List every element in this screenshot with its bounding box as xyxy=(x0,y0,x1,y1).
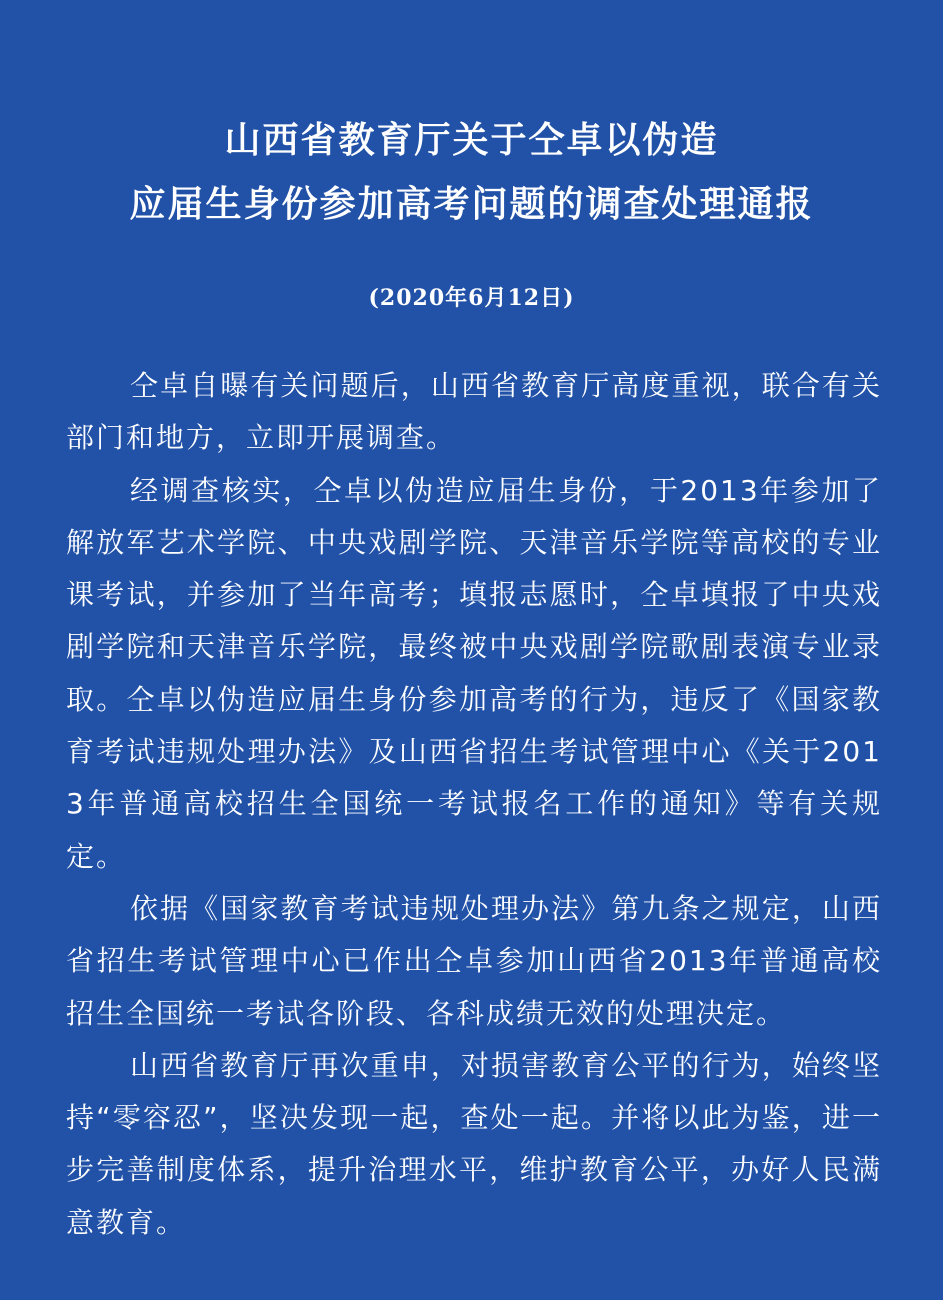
notice-title xyxy=(0,108,943,236)
notice-body xyxy=(66,360,882,1249)
paragraph-2: 经调查核实，仝卓以伪造应届生身份，于2013年参加了解放军艺术学院、中央戏剧学院、天津音乐学院等高校的专业课考试，并参加了当年高考；填报志愿时，仝卓填报了中央戏剧学院和天津音乐学院，最终被中央戏剧学院歌剧表演专业录取。仝卓以伪造应届生身份参加高考的行为，违反了《国家教育考试违规处理办法》及山西省招生考试管理中心《关于2013年普通高校招生全国统一考试报名工作的通知》等有关规定。 xyxy=(66,473,882,873)
notice-date: (2020年6月12日) xyxy=(368,285,575,311)
paragraph-3: 依据《国家教育考试违规处理办法》第九条之规定，山西省招生考试管理中心已作出仝卓参加山西省2013年普通高校招生全国统一考试各阶段、各科成绩无效的处理决定。 xyxy=(66,891,882,1030)
title-line-2: 应届生身份参加高考问题的调查处理通报 xyxy=(129,183,814,225)
paragraph-4: 山西省教育厅再次重申，对损害教育公平的行为，始终坚持“零容忍”，坚决发现一起，查处一起。并将以此为鉴，进一步完善制度体系，提升治理水平，维护教育公平，办好人民满意教育。 xyxy=(66,1048,882,1239)
title-line-1: 山西省教育厅关于仝卓以伪造 xyxy=(224,119,719,161)
paragraph-1: 仝卓自曝有关问题后，山西省教育厅高度重视，联合有关部门和地方，立即开展调查。 xyxy=(66,369,882,455)
